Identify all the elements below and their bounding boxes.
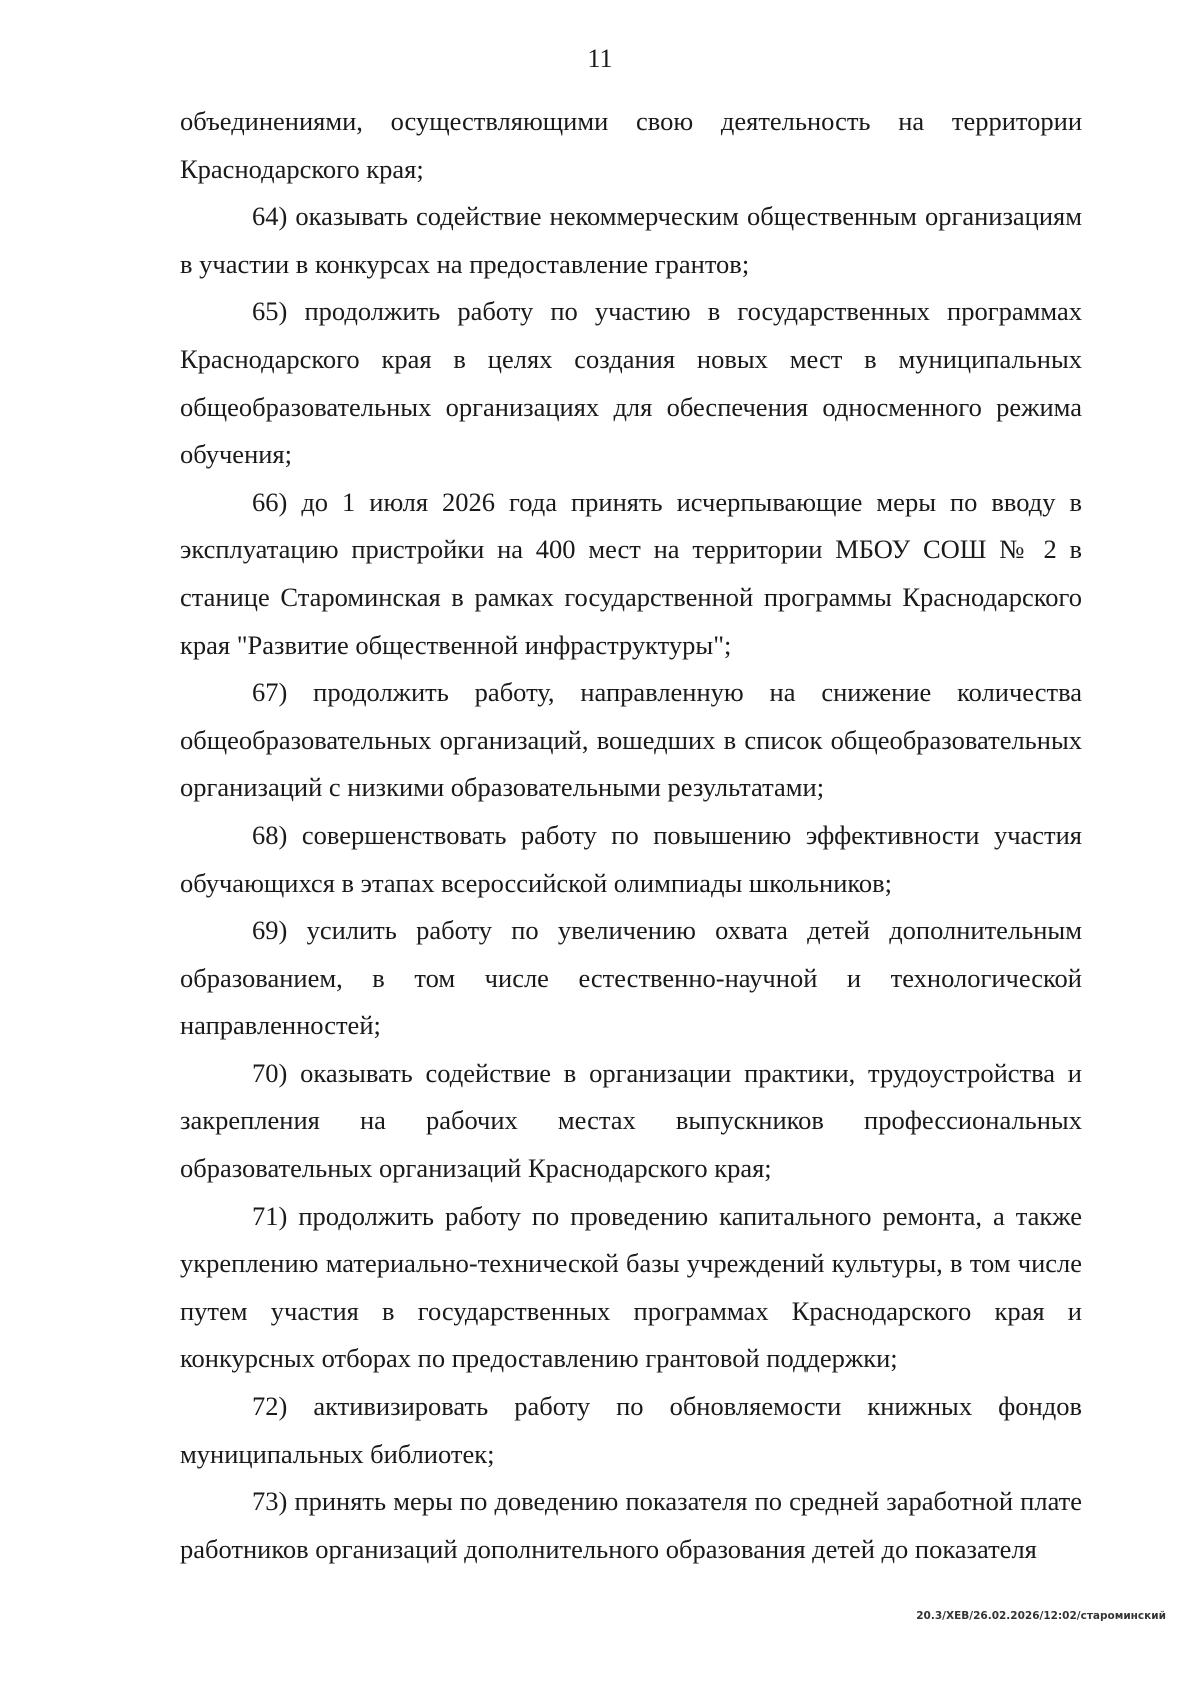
paragraph-item-66: 66) до 1 июля 2026 года принять исчерпывающие меры по вводу в эксплуатацию пристройки на 400 мест на территории МБОУ СОШ № 2 в станице Староминская в рамках государственной программы Краснодарского края "Развитие общественной инфраструктуры"; <box>180 486 1082 660</box>
paragraph-item-69: 69) усилить работу по увеличению охвата детей дополнительным образованием, в том числе естественно-научной и технологической направленностей; <box>180 915 1082 1041</box>
page-number: 11 <box>587 44 613 73</box>
paragraph-item-68: 68) совершенствовать работу по повышению эффективности участия обучающихся в этапах всероссийской олимпиады школьников; <box>180 819 1082 898</box>
registration-stamp: 20.3/ХЕВ/26.02.2026/12:02/староминский <box>916 1610 1166 1622</box>
document-body <box>180 98 1082 1573</box>
paragraph-item-72: 72) активизировать работу по обновляемости книжных фондов муниципальных библиотек; <box>180 1391 1082 1469</box>
paragraph-item-65: 65) продолжить работу по участию в государственных программах Краснодарского края в целях создания новых мест в муниципальных общеобразовательных организациях для обеспечения односменного режима обучения; <box>180 296 1082 470</box>
paragraph-item-73: 73) принять меры по доведению показателя по средней заработной плате работников организаций дополнительного образования детей до показателя <box>180 1486 1082 1564</box>
paragraph-item-64: 64) оказывать содействие некоммерческим общественным организациям в участии в конкурсах на предоставление грантов; <box>180 201 1082 279</box>
paragraph-continuation: объединениями, осуществляющими свою деятельность на территории Краснодарского края; <box>180 106 1082 184</box>
paragraph-item-70: 70) оказывать содействие в организации практики, трудоустройства и закрепления на рабочих местах выпускников профессиональных образовательных организаций Краснодарского края; <box>180 1057 1082 1184</box>
paragraph-item-67: 67) продолжить работу, направленную на снижение количества общеобразовательных организаций, вошедших в список общеобразовательных организаций с низкими образовательными результатами; <box>180 677 1082 803</box>
paragraph-item-71: 71) продолжить работу по проведению капитального ремонта, а также укреплению материально-технической базы учреждений культуры, в том числе путем участия в государственных программах Краснодарского края и конкурсных отборах по предоставлению грантовой поддержки; <box>180 1200 1082 1374</box>
